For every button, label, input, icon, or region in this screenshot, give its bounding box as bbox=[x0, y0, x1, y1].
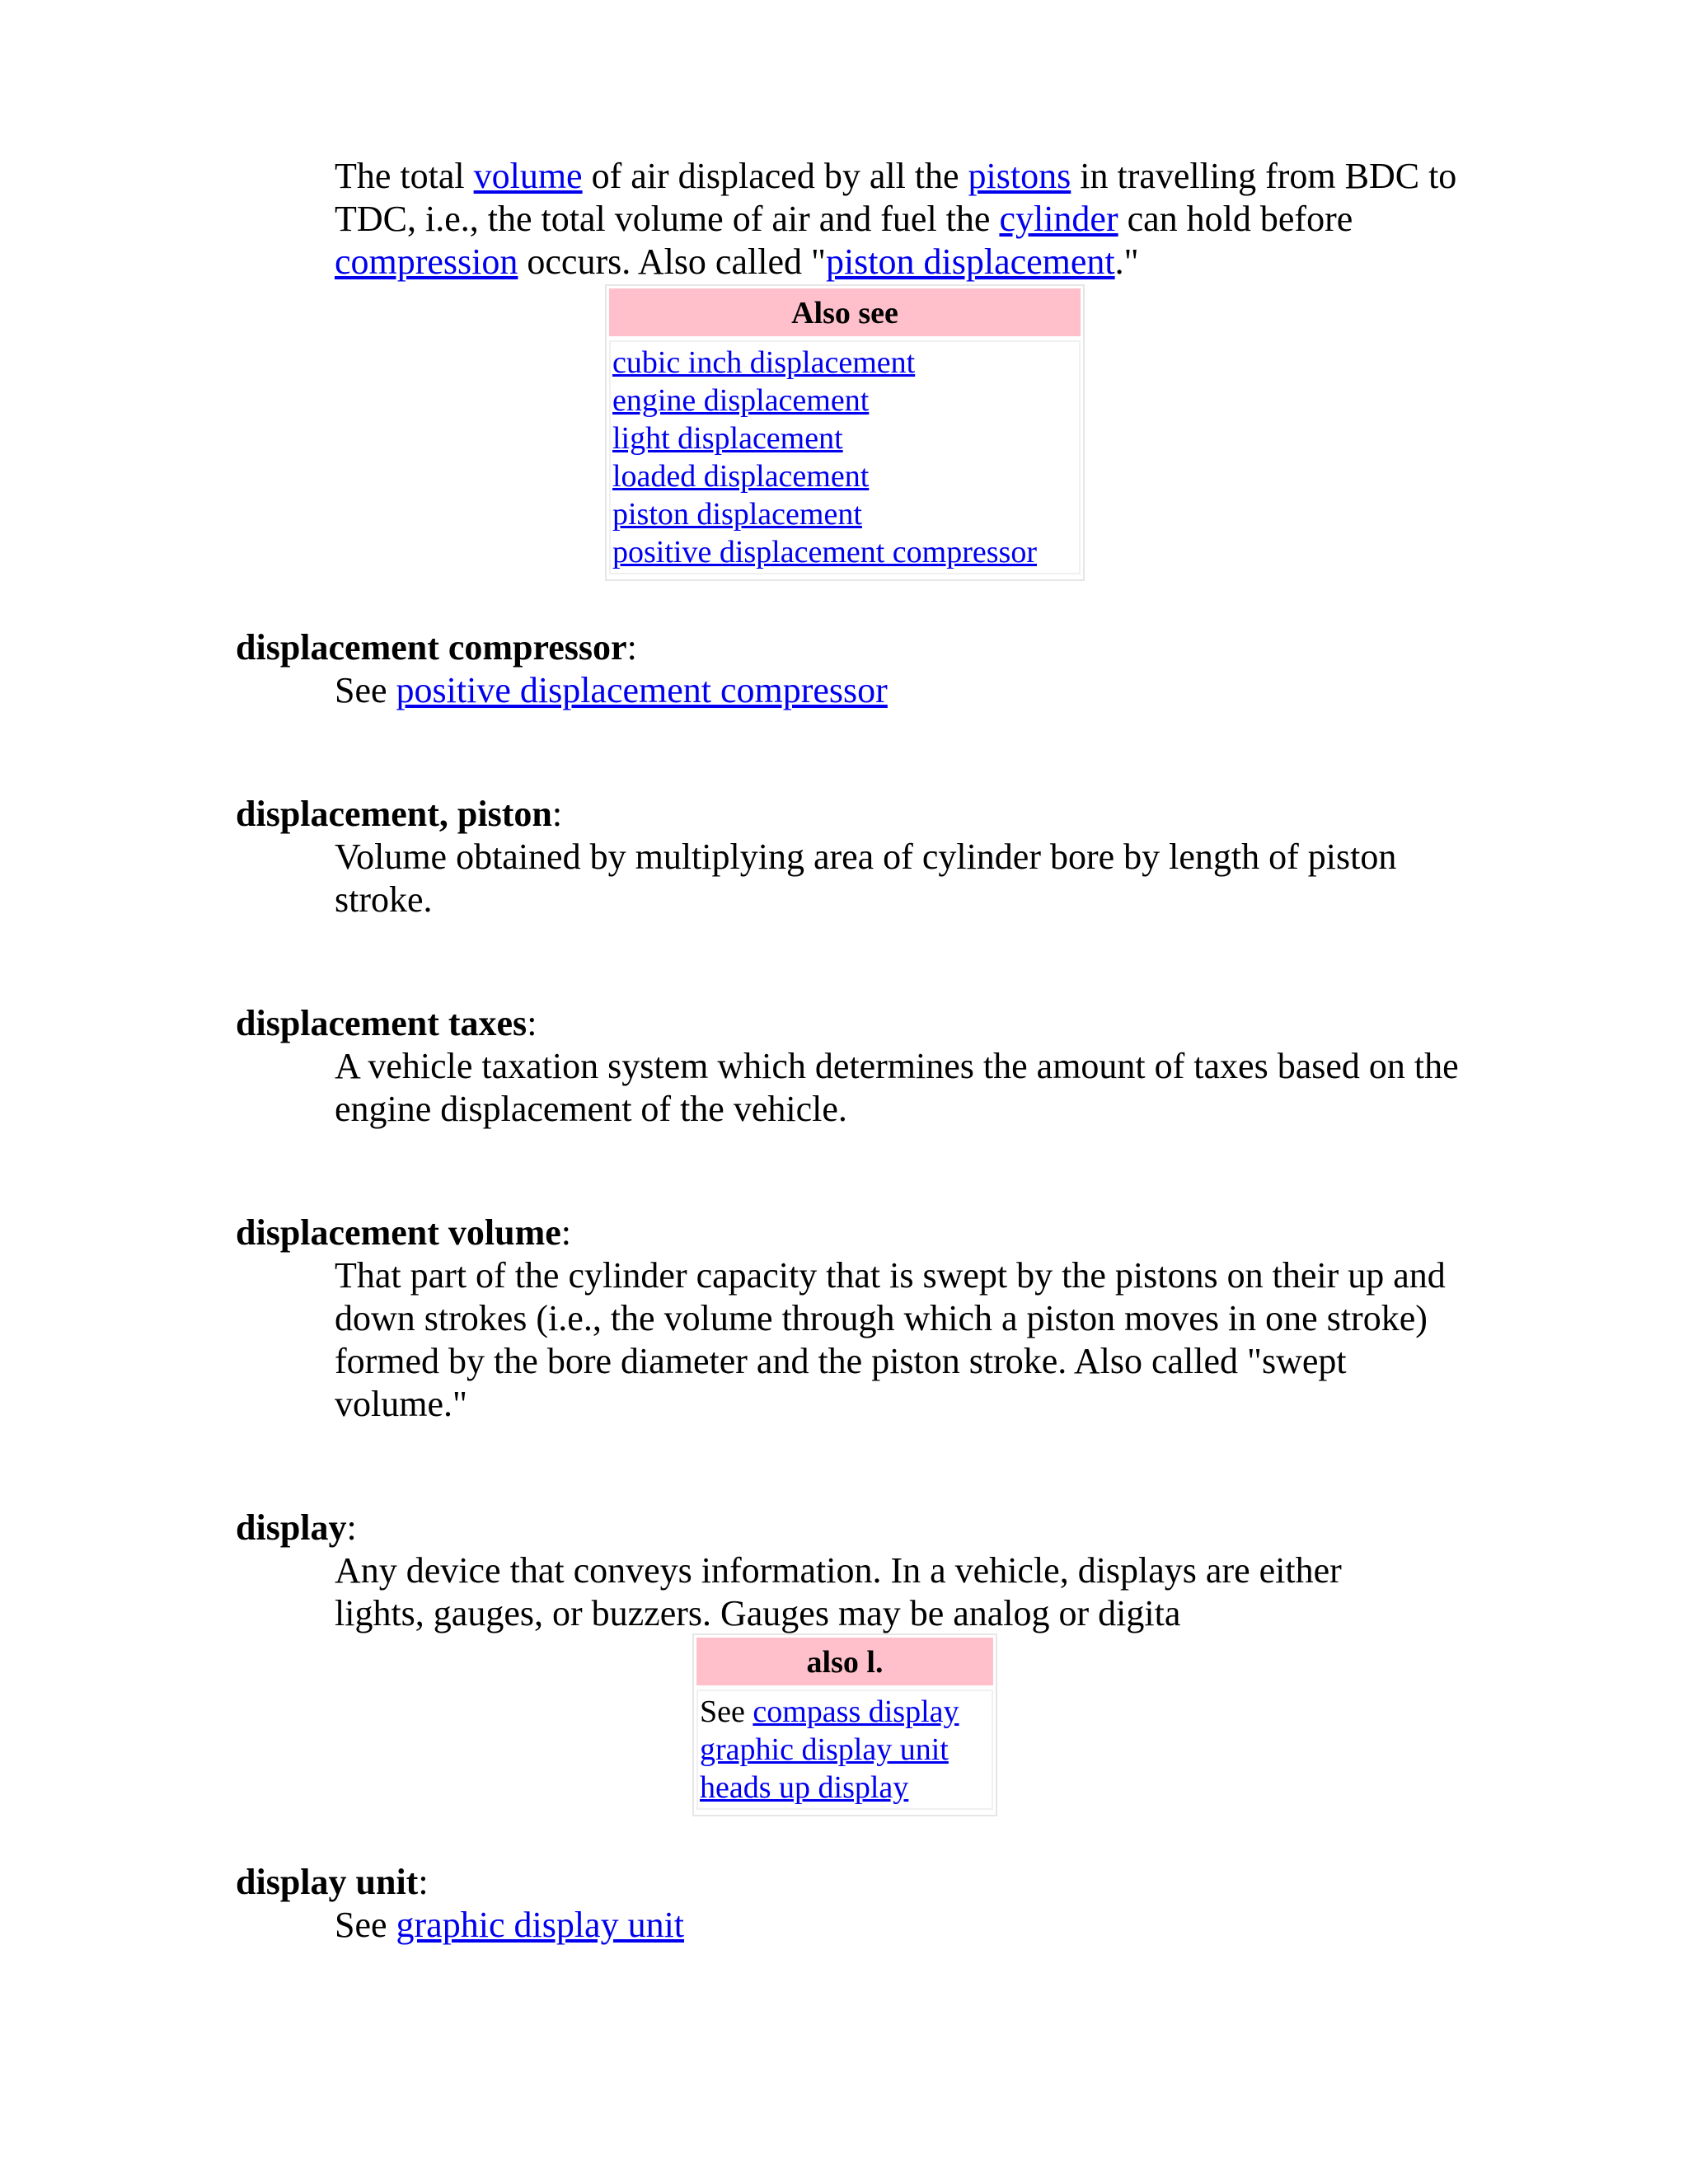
entry-definition bbox=[335, 669, 1472, 712]
entry-term-line bbox=[236, 1002, 1522, 1045]
entry-definition bbox=[335, 1904, 1472, 1947]
intro-text-5: occurs. Also called " bbox=[518, 241, 826, 282]
display-see-first-row bbox=[700, 1693, 990, 1731]
intro-text-2: of air displaced by all the bbox=[582, 156, 968, 196]
link-graphic-display-unit[interactable]: graphic display unit bbox=[700, 1732, 949, 1767]
also-see-header: Also see bbox=[609, 288, 1081, 336]
intro-definition bbox=[335, 155, 1472, 284]
entry-colon: : bbox=[346, 1507, 357, 1548]
entry-colon: : bbox=[527, 1003, 537, 1043]
entry-definition: Any device that conveys information. In a vehicle, displays are either lights, gauges, or buzzers. Gauges may be analog or digita bbox=[335, 1550, 1342, 1633]
link-compression[interactable]: compression bbox=[335, 241, 518, 282]
entry-colon: : bbox=[551, 794, 563, 834]
also-see-list bbox=[609, 340, 1081, 574]
also-see-link-light-displacement[interactable]: light displacement bbox=[612, 421, 843, 456]
intro-text-1: The total bbox=[335, 156, 474, 196]
entry-term-line bbox=[236, 1507, 1522, 1549]
also-see-link-piston-displacement[interactable]: piston displacement bbox=[612, 497, 862, 532]
intro-text-6: ." bbox=[1114, 241, 1139, 282]
entry-term: displacement taxes bbox=[236, 1003, 528, 1043]
see-text: See bbox=[335, 670, 396, 710]
link-positive-displacement-compressor[interactable]: positive displacement compressor bbox=[396, 670, 888, 710]
entry-term-line bbox=[236, 626, 1522, 669]
entry-term: displacement volume bbox=[236, 1212, 561, 1253]
entry-term: display unit bbox=[236, 1862, 419, 1902]
entry-displacement-compressor bbox=[236, 626, 1522, 712]
entry-definition: Volume obtained by multiplying area of cylinder bore by length of piston stroke. bbox=[335, 837, 1397, 920]
link-pistons[interactable]: pistons bbox=[968, 156, 1071, 196]
link-cylinder[interactable]: cylinder bbox=[999, 199, 1118, 239]
see-text: See bbox=[335, 1905, 396, 1945]
also-see-link-loaded-displacement[interactable]: loaded displacement bbox=[612, 459, 870, 494]
entry-display-unit bbox=[236, 1861, 1522, 1947]
link-volume[interactable]: volume bbox=[473, 156, 583, 196]
entry-definition: That part of the cylinder capacity that is swept by the pistons on their up and down strokes (i.e., the volume through which a piston moves in one stroke) formed by the bore diameter and the piston stroke. Also called "swept volume." bbox=[335, 1255, 1446, 1424]
also-see-box bbox=[605, 284, 1085, 581]
entry-term: display bbox=[236, 1507, 347, 1548]
also-see-link-cubic-inch-displacement[interactable]: cubic inch displacement bbox=[612, 345, 916, 380]
entry-colon: : bbox=[626, 627, 637, 668]
intro-text-4: can hold before bbox=[1118, 199, 1353, 239]
display-see-box bbox=[692, 1633, 997, 1816]
entry-term: displacement compressor bbox=[236, 627, 627, 668]
link-piston-displacement[interactable]: piston displacement bbox=[825, 241, 1115, 282]
entry-colon: : bbox=[560, 1212, 571, 1253]
entry-term-line bbox=[236, 793, 1522, 836]
entry-displacement-taxes bbox=[236, 1002, 1522, 1131]
entry-colon: : bbox=[418, 1862, 429, 1902]
link-graphic-display-unit[interactable]: graphic display unit bbox=[396, 1905, 685, 1945]
entry-definition: A vehicle taxation system which determines the amount of taxes based on the engine displacement of the vehicle. bbox=[335, 1046, 1459, 1129]
link-heads-up-display[interactable]: heads up display bbox=[700, 1770, 909, 1805]
entry-term-line bbox=[236, 1212, 1522, 1254]
entry-displacement-volume bbox=[236, 1212, 1522, 1426]
entry-term: displacement, piston bbox=[236, 794, 552, 834]
entry-displacement-piston bbox=[236, 793, 1522, 921]
also-see-link-positive-displacement-compressor[interactable]: positive displacement compressor bbox=[612, 535, 1037, 569]
also-see-link-engine-displacement[interactable]: engine displacement bbox=[612, 383, 870, 418]
entry-display bbox=[236, 1507, 1522, 1635]
see-text: See bbox=[700, 1694, 753, 1729]
entry-term-line bbox=[236, 1861, 1522, 1904]
intro-text-3: in travelling from BDC to TDC, i.e., the total volume of air and fuel the bbox=[335, 156, 1457, 239]
display-see-header: also l. bbox=[696, 1638, 993, 1685]
display-see-list bbox=[696, 1690, 993, 1810]
link-compass-display[interactable]: compass display bbox=[753, 1694, 959, 1729]
